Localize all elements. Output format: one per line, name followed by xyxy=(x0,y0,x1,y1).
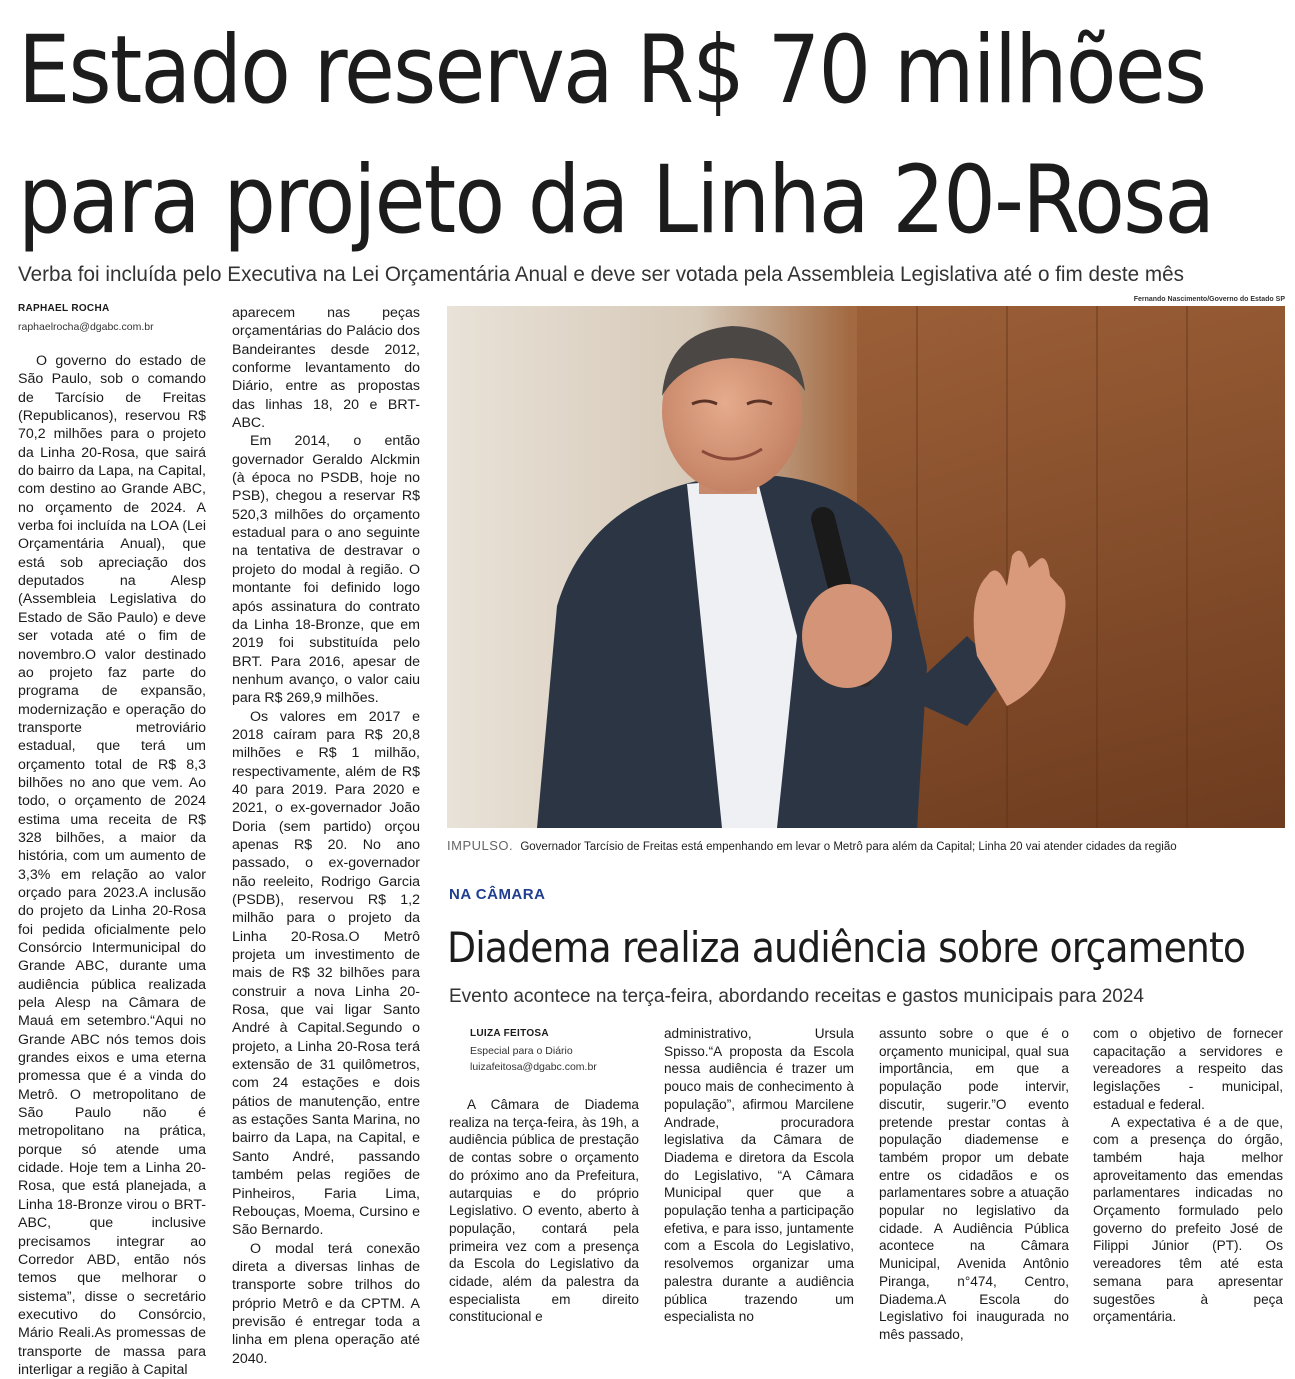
paragraph: aparecem nas peças orçamentárias do Palácio dos Bandeirantes desde 2012, conforme levantamento do Diário, entre as propostas das linhas 18, 20 e BRT-ABC. xyxy=(232,305,420,432)
byline-role: Especial para o Diário xyxy=(470,1045,573,1057)
paragraph: Os valores em 2017 e 2018 caíram para R$ 20,8 milhões e R$ 1 milhão, respectivamente, além de R$ 40 para 2019. Para 2020 e 2021, o ex-governador João Doria (sem partido) orçou apenas R$ 20. No ano passado, o ex-governador não reeleito, Rodrigo Garcia (PSDB), reservou R$ 1,2 milhão para o projeto da Linha 20-Rosa.O Metrô projeta um investimento de mais de R$ 32 bilhões para construir a nova Linha 20-Rosa, que vai ligar Santo André à Capital.Segundo o projeto, a Linha 20-Rosa terá extensão de 31 quilômetros, com 24 estações e dois pátios de manutenção, entre as estações Santa Marina, no bairro da Lapa, na Capital, e Santo André, passando também pelas regiões de Pinheiros, Faria Lima, Rebouças, Moema, Cursino e São Bernardo. xyxy=(232,708,420,1239)
article2-byline xyxy=(470,1027,597,1074)
photo-illustration xyxy=(447,306,1285,828)
article2-column-4 xyxy=(1093,1025,1283,1340)
byline-author: LUIZA FEITOSA xyxy=(470,1028,549,1039)
paragraph: administrativo, Ursula Spisso.“A proposta da Escola nessa audiência é trazer um pouco mais de conhecimento à população”, afirmou Marcilene Andrade, procuradora legislativa da Câmara de Diadema e diretora da Escola do Legislativo, “A Câmara Municipal quer que a população tenha a participação efetiva, e para isso, juntamente com a Escola do Legislativo, resolvemos organizar uma palestra durante a audiência pública trazendo um especialista no xyxy=(664,1026,854,1325)
photo-caption xyxy=(447,838,1287,853)
headline xyxy=(18,6,1214,266)
paragraph: Em 2014, o então governador Geraldo Alckmin (à época no PSDB, hoje no PSB), chegou a reservar R$ 520,3 milhões do orçamento estadual para o ano seguinte na tentativa de destravar o projeto do modal à região. O montante foi definido logo após assinatura do contrato da Linha 18-Bronze, que em 2019 foi substituída pelo BRT. Para 2016, apesar de nenhum avanço, o valor caiu para R$ 269,9 milhões. xyxy=(232,433,420,707)
article2-column-1 xyxy=(449,1096,639,1340)
kicker: NA CÂMARA xyxy=(449,886,546,903)
byline-email: luizafeitosa@dgabc.com.br xyxy=(470,1061,597,1073)
photo-credit: Fernando Nascimento/Governo do Estado SP xyxy=(1133,296,1285,303)
byline xyxy=(18,302,154,334)
photo xyxy=(447,306,1285,828)
paragraph: A expectativa é a de que, com a presença do órgão, também haja melhor aproveitamento das emendas parlamentares indicadas no Orçamento formulado pelo governo do prefeito José de Filippi Júnior (PT). Os vereadores têm até esta semana para apresentar sugestões à peça orçamentária. xyxy=(1093,1114,1283,1325)
paragraph: A Câmara de Diadema realiza na terça-feira, às 19h, a audiência pública de prestação de contas sobre o orçamento do próximo ano da Prefeitura, autarquias e do próprio Legislativo. O evento, aberto à população, contará pela primeira vez com a presença da Escola do Legislativo da cidade, além da palestra da especialista em direito constitucional e xyxy=(449,1097,639,1325)
paragraph: com o objetivo de fornecer capacitação a servidores e vereadores a respeito das legislações - municipal, estadual e federal. xyxy=(1093,1026,1283,1112)
headline-line-1: Estado reserva R$ 70 milhões xyxy=(18,16,1206,125)
article2-headline: Diadema realiza audiência sobre orçamento xyxy=(447,923,1246,972)
article2-subheadline: Evento acontece na terça-feira, abordando receitas e gastos municipais para 2024 xyxy=(449,986,1144,1007)
photo-left-hand xyxy=(802,584,892,688)
article-column-1 xyxy=(18,352,206,1378)
article2-column-3 xyxy=(879,1025,1069,1340)
caption-text: Governador Tarcísio de Freitas está empenhando em levar o Metrô para além da Capital; Linha 20 vai atender cidades da região xyxy=(520,841,1177,853)
paragraph: O governo do estado de São Paulo, sob o comando de Tarcísio de Freitas (Republicanos), reservou R$ 70,2 milhões para o projeto da Linha 20-Rosa, que sairá do bairro da Lapa, na Capital, com destino ao Grande ABC, no orçamento de 2024. A verba foi incluída na LOA (Lei Orçamentária Anual), que está sob apreciação dos deputados na Alesp (Assembleia Legislativa do Estado de São Paulo) e deve ser votada até o fim de novembro.O valor destinado ao projeto faz parte do programa de expansão, modernização e operação do transporte metroviário estadual, que terá um orçamento total de R$ 8,3 bilhões no ano que vem. Ao todo, o orçamento de 2024 estima uma receita de R$ 328 bilhões, a maior da história, com um aumento de 3,3% em relação ao valor orçado para 2023.A inclusão do projeto da Linha 20-Rosa foi pedida oficialmente pelo Consórcio Intermunicipal do Grande ABC, durante uma audiência pública realizada pela Alesp na Câmara de Mauá em setembro.“Aqui no Grande ABC nós temos dois grandes eixos e uma eterna promessa que é a vinda do Metrô. O metropolitano de São Paulo não é metropolitano na prática, porque só atende uma cidade. Hoje tem a Linha 20-Rosa, que está planejada, a Linha 18-Bronze virou o BRT-ABC, que inclusive precisamos integrar ao Corredor ABD, então nós temos que melhorar o sistema”, disse o secretário executivo do Consórcio, Mário Reali.As promessas de transporte de massa para interligar a região à Capital xyxy=(18,353,206,1378)
article2-column-2 xyxy=(664,1025,854,1340)
caption-label: IMPULSO. xyxy=(447,838,514,853)
paragraph: assunto sobre o que é o orçamento municipal, qual sua importância, em que a população pode intervir, discutir, sugerir.”O evento pretende prestar contas à população diademense e também propor um debate entre os cidadãos e os parlamentares sobre a atuação popular no legislativo da cidade. A Audiência Pública acontece na Câmara Municipal, Avenida Antônio Piranga, n°474, Centro, Diadema.A Escola do Legislativo foi inaugurada no mês passado, xyxy=(879,1026,1069,1342)
paragraph: O modal terá conexão direta a diversas linhas de transporte sobre trilhos do próprio Metrô e da CPTM. A previsão é entregar toda a linha em plena operação até 2040. xyxy=(232,1240,420,1367)
subheadline: Verba foi incluída pelo Executiva na Lei Orçamentária Anual e deve ser votada pela Assembleia Legislativa até o fim deste mês xyxy=(18,263,1184,286)
article-column-2 xyxy=(232,304,420,1367)
byline-author: RAPHAEL ROCHA xyxy=(18,303,110,314)
byline-email: raphaelrocha@dgabc.com.br xyxy=(18,321,154,333)
headline-line-2: para projeto da Linha 20-Rosa xyxy=(18,146,1214,255)
